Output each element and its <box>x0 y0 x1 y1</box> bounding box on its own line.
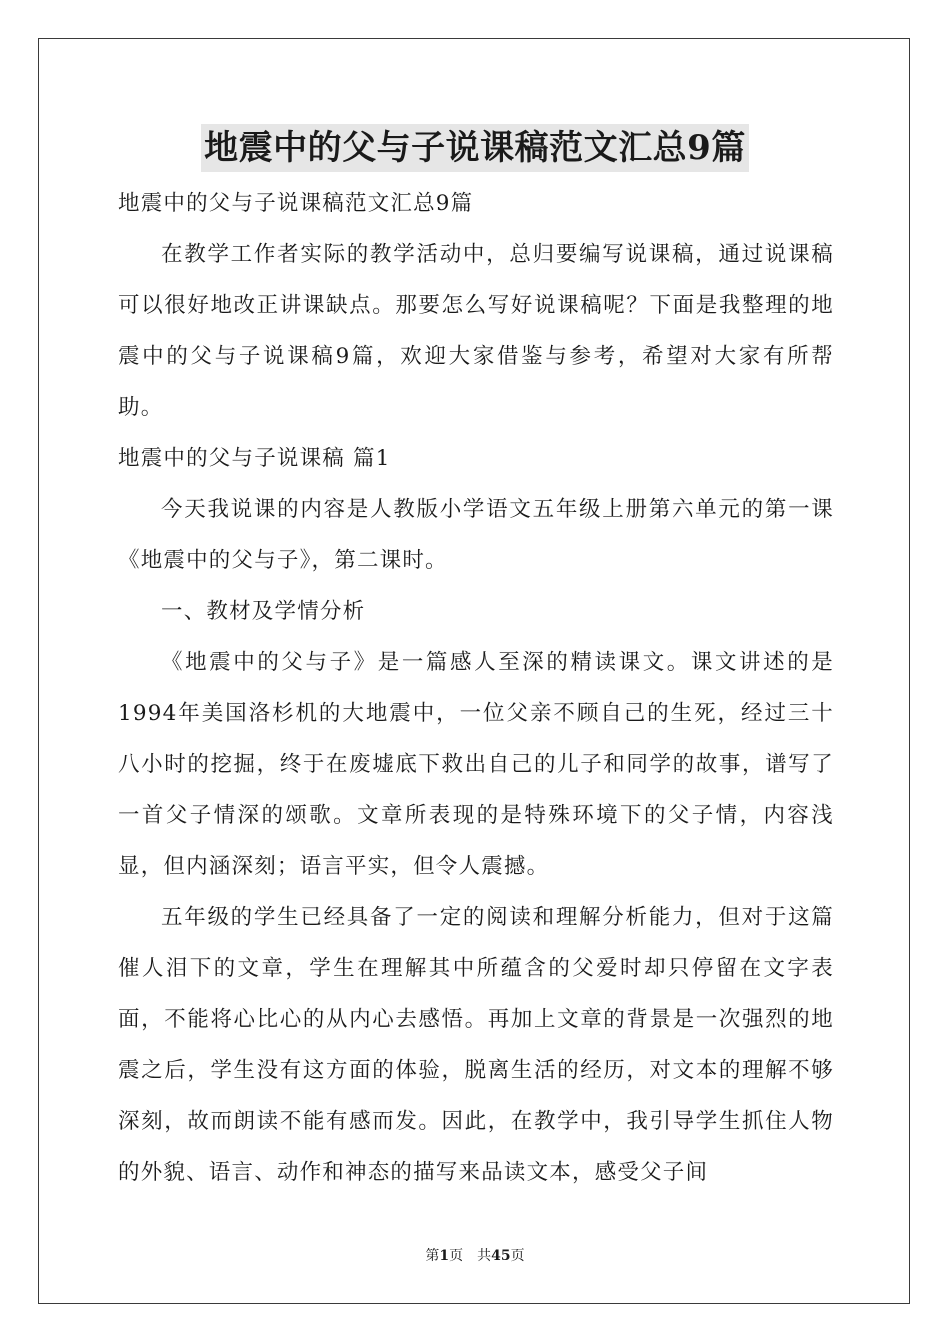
title-container <box>0 124 950 172</box>
footer-page-suffix: 页 <box>510 1248 525 1264</box>
footer-page-number: 1 <box>439 1248 450 1264</box>
footer-page-mid: 页 共 <box>449 1248 492 1264</box>
section-heading: 地震中的父与子说课稿 篇1 <box>118 446 391 471</box>
page-footer <box>0 1246 950 1266</box>
body-paragraph: 《地震中的父与子》是一篇感人至深的精读课文。课文讲述的是1994年美国洛杉机的大地震中，一位父亲不顾自己的生死，经过三十八小时的挖掘，终于在废墟底下救出自己的儿子和同学的故事，谱写了一首父子情深的颂歌。文章所表现的是特殊环境下的父子情，内容浅显，但内涵深刻；语言平实，但令人震撼。 <box>118 650 834 879</box>
body-paragraph: 五年级的学生已经具备了一定的阅读和理解分析能力，但对于这篇催人泪下的文章，学生在理解其中所蕴含的父爱时却只停留在文字表面，不能将心比心的从内心去感悟。再加上文章的背景是一次强烈的地震之后，学生没有这方面的体验，脱离生活的经历，对文本的理解不够深刻，故而朗读不能有感而发。因此，在教学中，我引导学生抓住人物的外貌、语言、动作和神态的描写来品读文本，感受父子间 <box>118 905 834 1185</box>
footer-page-total: 45 <box>491 1248 511 1264</box>
body-paragraph: 今天我说课的内容是人教版小学语文五年级上册第六单元的第一课《地震中的父与子》，第二课时。 <box>118 497 834 573</box>
document-title: 地震中的父与子说课稿范文汇总9篇 <box>201 124 749 172</box>
footer-page-prefix: 第 <box>425 1248 440 1264</box>
document-body <box>118 178 834 1198</box>
subsection-heading: 一、教材及学情分析 <box>161 599 366 624</box>
intro-paragraph: 在教学工作者实际的教学活动中，总归要编写说课稿，通过说课稿可以很好地改正讲课缺点。那要怎么写好说课稿呢？下面是我整理的地震中的父与子说课稿9篇，欢迎大家借鉴与参考，希望对大家有所帮助。 <box>118 242 834 420</box>
subtitle-paragraph: 地震中的父与子说课稿范文汇总9篇 <box>118 191 474 216</box>
